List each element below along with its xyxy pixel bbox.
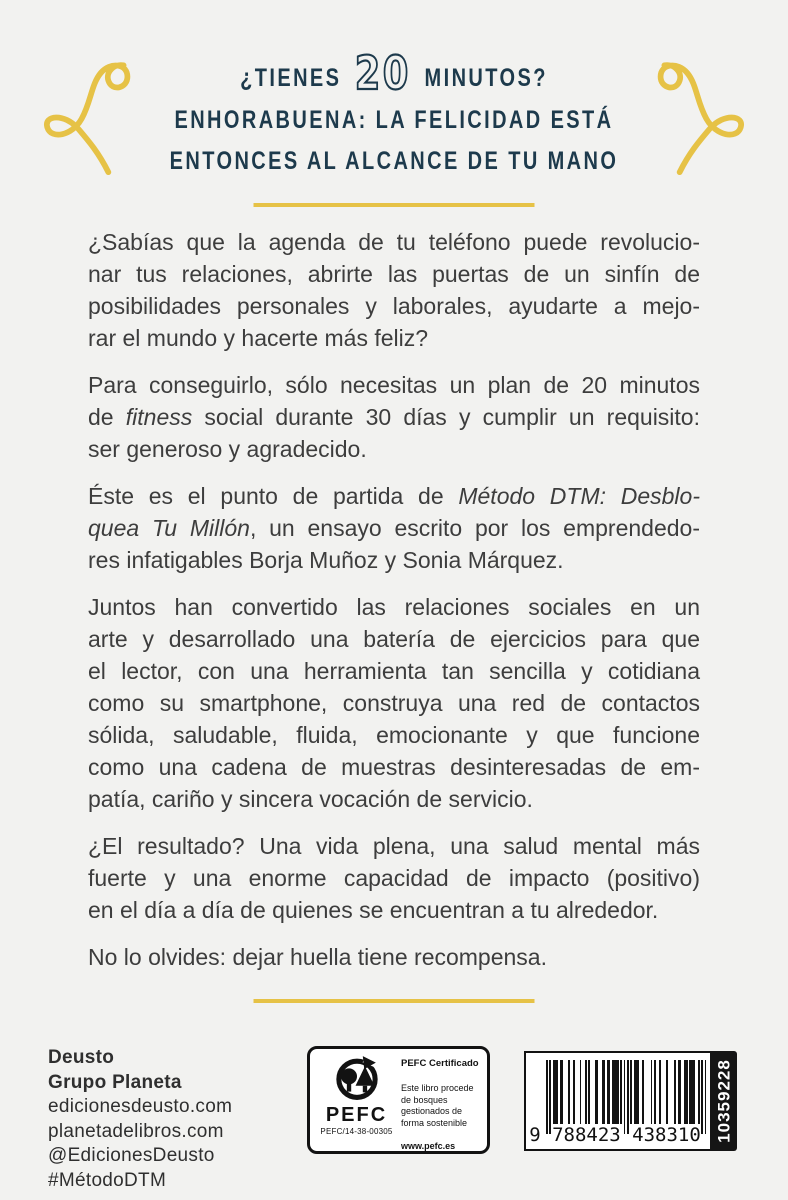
pefc-claim-text: Este libro procede de bosques gestionados de forma sostenible (401, 1083, 474, 1128)
paragraph (88, 226, 700, 354)
pefc-logo-icon (328, 1056, 386, 1104)
paragraph (88, 591, 700, 815)
text-line: Para conseguirlo, sólo necesitas un plan de 20 minutos (88, 372, 700, 398)
pefc-url: www.pefc.es (401, 1141, 456, 1151)
synopsis (88, 226, 700, 988)
publisher-line: #MétodoDTM (48, 1169, 167, 1191)
headline-suffix: MINUTOS? (424, 64, 548, 92)
text-line: de fitness social durante 30 días y cumplir un requisito: (88, 404, 700, 430)
barcode-bars (546, 1060, 706, 1134)
publisher-line: Grupo Planeta (48, 1071, 182, 1093)
pefc-certification-label (307, 1046, 490, 1154)
svg-text:20: 20 (354, 45, 411, 100)
headline-line-1 (79, 44, 709, 100)
barcode-side-number: 10359228 (714, 1059, 733, 1143)
barcode-bar (705, 1060, 707, 1134)
pefc-logo-text: PEFC (325, 1104, 388, 1126)
outlined-number-20 (354, 44, 412, 100)
text-line: fuerte y una enorme capacidad de impacto (positivo) (88, 865, 700, 891)
text-line: ¿El resultado? Una vida plena, una salud mental más (88, 833, 700, 859)
barcode (524, 1051, 737, 1151)
pefc-license-code: PEFC/14-38-00305 (320, 1127, 393, 1136)
text-line: sólida, saludable, fluida, emocionante y que funcione (88, 722, 700, 748)
text-line: patía, cariño y sincera vocación de servicio. (88, 786, 533, 812)
divider-top (254, 203, 535, 207)
text-line: nar tus relaciones, abrirte las puertas de un sinfín de (88, 261, 700, 287)
text-line: rar el mundo y hacerte más feliz? (88, 325, 429, 351)
text-line: posibilidades personales y laborales, ayudarte a mejo- (88, 293, 700, 319)
text-line: el lector, con una herramienta tan sencilla y cotidiana (88, 658, 700, 684)
text-line: Éste es el punto de partida de Método DTM: Desblo- (88, 483, 700, 509)
publisher-line: planetadelibros.com (48, 1120, 224, 1142)
barcode-panel (524, 1051, 710, 1151)
headline-line-2: ENHORABUENA: LA FELICIDAD ESTÁ (174, 106, 614, 134)
text-line: en el día a día de quienes se encuentran a tu alrededor. (88, 897, 659, 923)
paragraph (88, 941, 700, 973)
text-line: quea Tu Millón, un ensayo escrito por los emprendedo- (88, 515, 700, 541)
paragraph (88, 830, 700, 926)
publisher-line: edicionesdeusto.com (48, 1096, 233, 1117)
text-line: ¿Sabías que la agenda de tu teléfono puede revolucio- (88, 229, 700, 255)
pefc-logo-column (318, 1056, 395, 1146)
barcode-side-strip (710, 1051, 737, 1151)
text-line: como una cadena de muestras desinteresadas de em- (88, 754, 700, 780)
text-line: ser generoso y agradecido. (88, 436, 367, 462)
headline-prefix: ¿TIENES (240, 64, 342, 92)
ean-number: 9 788423 438310 (529, 1124, 701, 1146)
pefc-text-column (395, 1056, 481, 1151)
text-line: Juntos han convertido las relaciones sociales en un (88, 594, 700, 620)
text-line: arte y desarrollado una batería de ejercicios para que (88, 626, 700, 652)
publisher-line: Deusto (48, 1047, 115, 1068)
text-line: como su smartphone, construya una red de contactos (88, 690, 700, 716)
headline-line-3: ENTONCES AL ALCANCE DE TU MANO (169, 147, 619, 175)
pefc-certified-label: PEFC Certificado (401, 1058, 479, 1069)
paragraph (88, 480, 700, 576)
headline (0, 44, 788, 182)
divider-bottom (254, 999, 535, 1003)
publisher-block (48, 1046, 232, 1193)
text-line: res infatigables Borja Muñoz y Sonia Márquez. (88, 547, 564, 573)
publisher-line: @EdicionesDeusto (48, 1145, 215, 1166)
text-line: No lo olvides: dejar huella tiene recompensa. (88, 944, 547, 970)
paragraph (88, 369, 700, 465)
